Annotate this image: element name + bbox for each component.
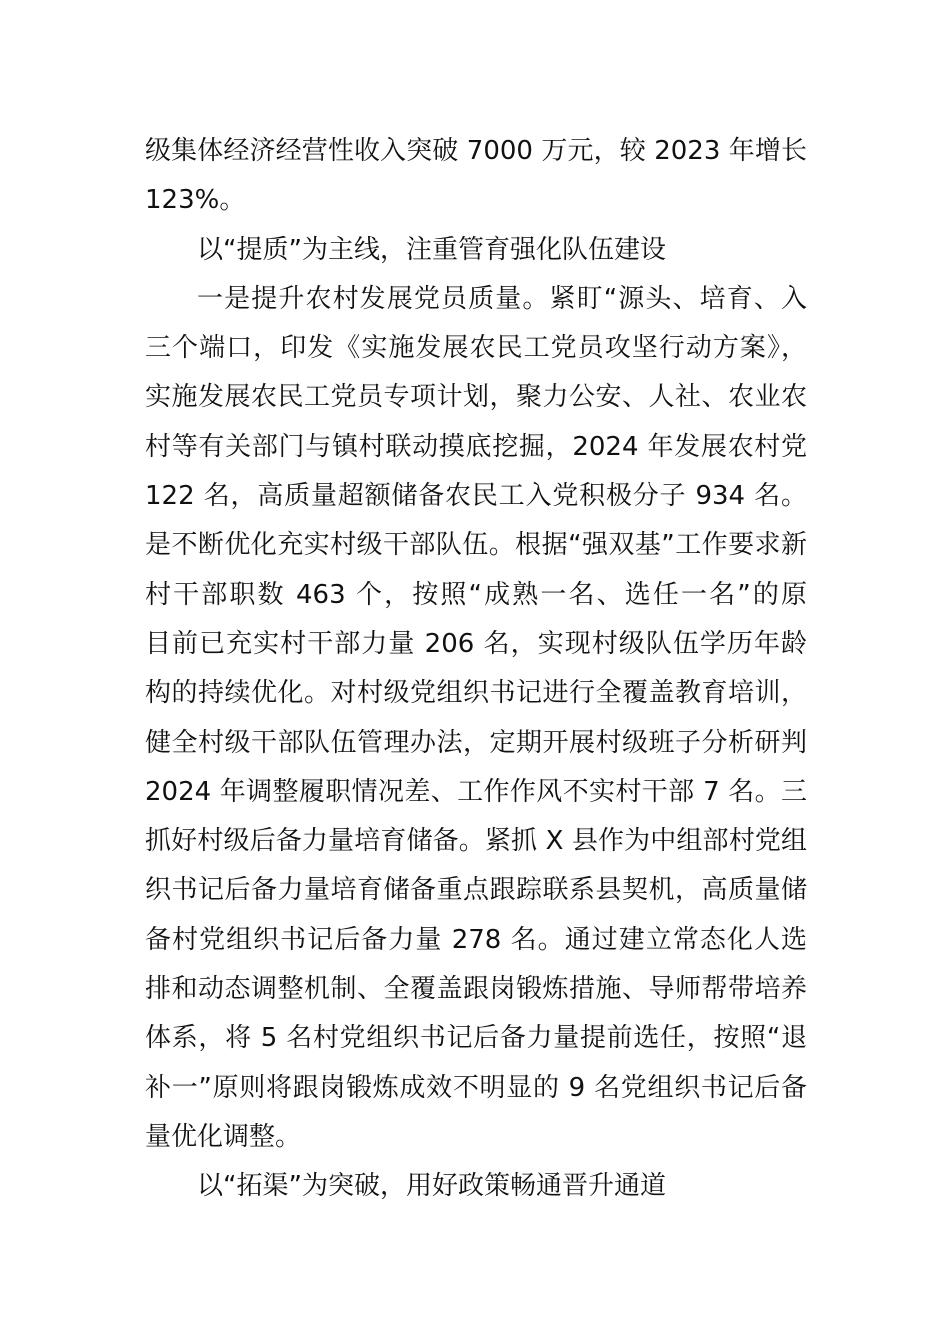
text-line: 三个端口，印发《实施发展农民工党员攻坚行动方案》， <box>145 333 807 364</box>
text-line: 村干部职数 463 个，按照“成熟一名、选任一名”的原 <box>145 579 807 610</box>
text-line: 体系，将 5 名村党组织书记后备力量提前选任，按照“退 <box>145 1023 807 1054</box>
text-line: 目前已充实村干部力量 206 名，实现村级队伍学历年龄 <box>145 628 807 659</box>
text-line: 一是提升农村发展党员质量。紧盯“源头、培育、入 <box>197 283 807 314</box>
text-line: 量优化调整。 <box>145 1121 302 1152</box>
text-line: 122 名，高质量超额储备农民工入党积极分子 934 名。 <box>145 481 807 512</box>
section-heading-line: 以“提质”为主线，注重管育强化队伍建设 <box>197 234 666 265</box>
body-text <box>145 127 807 1212</box>
text-line: 补一”原则将跟岗锻炼成效不明显的 9 名党组织书记后备 <box>145 1072 807 1103</box>
text-line: 构的持续优化。对村级党组织书记进行全覆盖教育培训， <box>145 678 807 709</box>
text-line: 级集体经济经营性收入突破 7000 万元，较 2023 年增长 <box>145 136 807 166</box>
text-line: 123%。 <box>145 185 246 216</box>
text-line: 排和动态调整机制、全覆盖跟岗锻炼措施、导师帮带培养 <box>145 974 807 1005</box>
section-heading-line: 以“拓渠”为突破，用好政策畅通晋升通道 <box>197 1171 666 1202</box>
text-line: 2024 年调整履职情况差、工作作风不实村干部 7 名。三 <box>145 776 807 807</box>
text-line: 备村党组织书记后备力量 278 名。通过建立常态化人选 <box>145 924 807 955</box>
text-line: 健全村级干部队伍管理办法，定期开展村级班子分析研判 <box>145 727 807 758</box>
text-line: 是不断优化充实村级干部队伍。根据“强双基”工作要求新 <box>145 530 807 561</box>
text-line: 村等有关部门与镇村联动摸底挖掘，2024 年发展农村党 <box>145 431 807 462</box>
text-line: 实施发展农民工党员专项计划，聚力公安、人社、农业农 <box>145 382 807 413</box>
text-line: 织书记后备力量培育储备重点跟踪联系县契机，高质量储 <box>145 875 807 906</box>
text-line: 抓好村级后备力量培育储备。紧抓 X 县作为中组部村党组 <box>145 826 807 857</box>
